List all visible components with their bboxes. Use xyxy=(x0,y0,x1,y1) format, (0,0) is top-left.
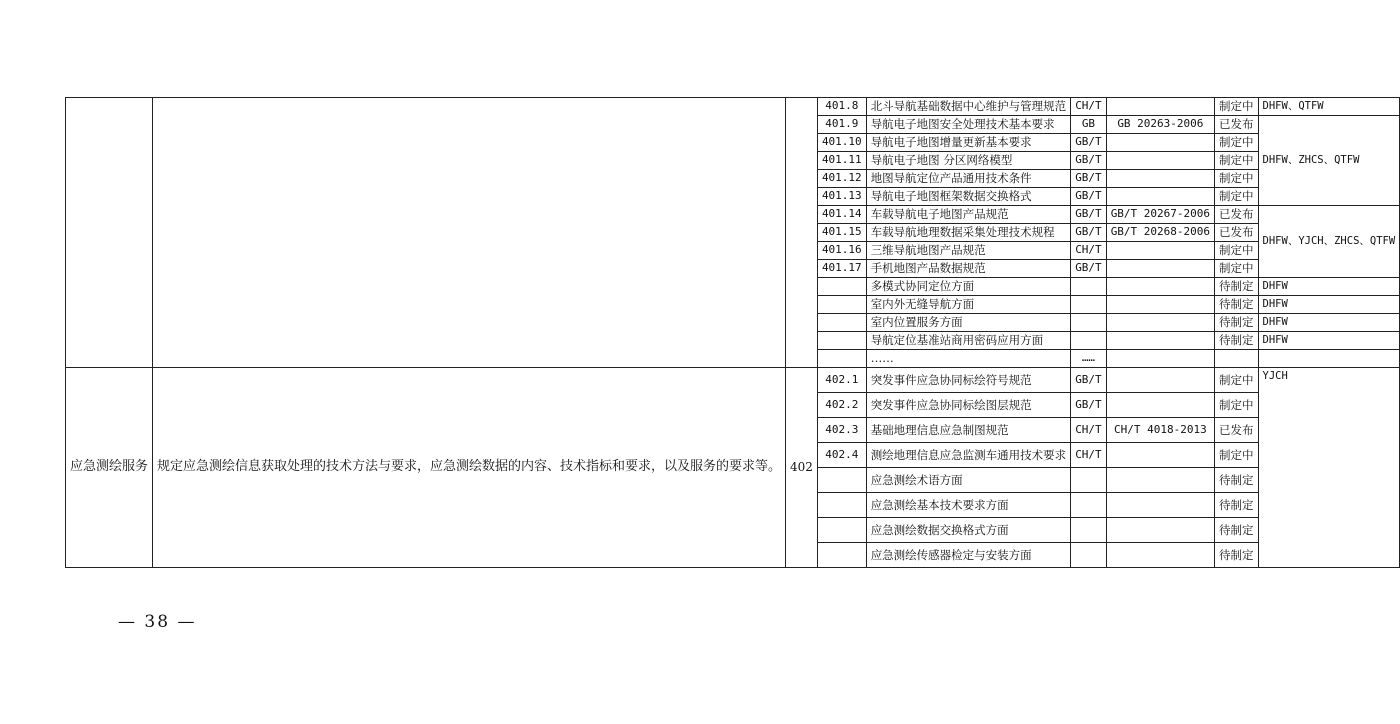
standard-name: 室内位置服务方面 xyxy=(866,314,1071,332)
group-code-cell: 402 xyxy=(786,368,818,568)
service-tags: DHFW xyxy=(1258,332,1400,350)
standard-name: 导航电子地图 分区网络模型 xyxy=(866,152,1071,170)
standard-number xyxy=(1106,98,1214,116)
standard-code xyxy=(817,296,866,314)
standard-number xyxy=(1106,134,1214,152)
standard-type xyxy=(1071,296,1107,314)
standard-status: 制定中 xyxy=(1215,152,1259,170)
standard-status: 已发布 xyxy=(1215,224,1259,242)
standard-number: GB 20263-2006 xyxy=(1106,116,1214,134)
standard-name: 多模式协同定位方面 xyxy=(866,278,1071,296)
page-number: — 38 — xyxy=(118,612,197,632)
standard-type: GB/T xyxy=(1071,260,1107,278)
standard-code: 401.12 xyxy=(817,170,866,188)
standard-code: 401.13 xyxy=(817,188,866,206)
service-tags: DHFW、QTFW xyxy=(1258,98,1400,116)
standard-number: GB/T 20267-2006 xyxy=(1106,206,1214,224)
standard-code: 401.10 xyxy=(817,134,866,152)
standard-name: 测绘地理信息应急监测车通用技术要求 xyxy=(866,443,1071,468)
standard-code xyxy=(817,543,866,568)
standard-type: CH/T xyxy=(1071,443,1107,468)
standard-status: 待制定 xyxy=(1215,543,1259,568)
standard-name: 应急测绘数据交换格式方面 xyxy=(866,518,1071,543)
standard-status: 制定中 xyxy=(1215,170,1259,188)
standard-number xyxy=(1106,368,1214,393)
standard-code xyxy=(817,518,866,543)
standard-type xyxy=(1071,278,1107,296)
standard-name: 导航电子地图安全处理技术基本要求 xyxy=(866,116,1071,134)
standard-number: CH/T 4018-2013 xyxy=(1106,418,1214,443)
standard-status: 制定中 xyxy=(1215,134,1259,152)
standard-status: 制定中 xyxy=(1215,98,1259,116)
standard-status: 待制定 xyxy=(1215,468,1259,493)
standard-code: 402.2 xyxy=(817,393,866,418)
standard-code: 401.15 xyxy=(817,224,866,242)
standard-number xyxy=(1106,152,1214,170)
standard-code: 402.1 xyxy=(817,368,866,393)
standard-code: 401.9 xyxy=(817,116,866,134)
standard-type xyxy=(1071,314,1107,332)
description-cell: 规定应急测绘信息获取处理的技术方法与要求，应急测绘数据的内容、技术指标和要求，以及服务的要求等。 xyxy=(153,368,786,568)
standard-name: 三维导航地图产品规范 xyxy=(866,242,1071,260)
standard-type: GB/T xyxy=(1071,134,1107,152)
standard-number xyxy=(1106,443,1214,468)
standard-code: 401.17 xyxy=(817,260,866,278)
standard-status: 制定中 xyxy=(1215,242,1259,260)
standard-name: 应急测绘传感器检定与安装方面 xyxy=(866,543,1071,568)
standard-status: 待制定 xyxy=(1215,332,1259,350)
standard-name: 导航电子地图框架数据交换格式 xyxy=(866,188,1071,206)
standard-type: CH/T xyxy=(1071,418,1107,443)
standard-number xyxy=(1106,518,1214,543)
standard-number xyxy=(1106,314,1214,332)
standard-number xyxy=(1106,468,1214,493)
standard-type: GB xyxy=(1071,116,1107,134)
standard-code xyxy=(817,278,866,296)
standard-status: 制定中 xyxy=(1215,368,1259,393)
standard-name: 车载导航地理数据采集处理技术规程 xyxy=(866,224,1071,242)
standard-type xyxy=(1071,468,1107,493)
standard-code xyxy=(817,314,866,332)
standard-name: 室内外无缝导航方面 xyxy=(866,296,1071,314)
standard-name: 手机地图产品数据规范 xyxy=(866,260,1071,278)
service-tags: DHFW、YJCH、ZHCS、QTFW xyxy=(1258,206,1400,278)
standard-status: 待制定 xyxy=(1215,278,1259,296)
standard-number xyxy=(1106,350,1214,368)
standard-status: 待制定 xyxy=(1215,314,1259,332)
category-cell: 应急测绘服务 xyxy=(66,368,153,568)
standard-name: 突发事件应急协同标绘图层规范 xyxy=(866,393,1071,418)
standard-type xyxy=(1071,493,1107,518)
standard-status: 待制定 xyxy=(1215,296,1259,314)
standard-status: 待制定 xyxy=(1215,518,1259,543)
standard-code: 401.14 xyxy=(817,206,866,224)
group-code-cell-empty xyxy=(786,98,818,368)
standard-code: 402.4 xyxy=(817,443,866,468)
standard-number xyxy=(1106,188,1214,206)
service-tags: DHFW xyxy=(1258,278,1400,296)
standard-type: …… xyxy=(1071,350,1107,368)
standard-code xyxy=(817,350,866,368)
standard-name: 应急测绘术语方面 xyxy=(866,468,1071,493)
standard-number xyxy=(1106,296,1214,314)
standard-name: 导航定位基准站商用密码应用方面 xyxy=(866,332,1071,350)
standard-type: GB/T xyxy=(1071,188,1107,206)
standard-number xyxy=(1106,170,1214,188)
standard-code: 401.8 xyxy=(817,98,866,116)
category-cell-empty xyxy=(66,98,153,368)
standard-name: 北斗导航基础数据中心维护与管理规范 xyxy=(866,98,1071,116)
standard-name: 地图导航定位产品通用技术条件 xyxy=(866,170,1071,188)
standard-name: 基础地理信息应急制图规范 xyxy=(866,418,1071,443)
standard-status: 待制定 xyxy=(1215,493,1259,518)
service-tags: DHFW、ZHCS、QTFW xyxy=(1258,116,1400,206)
standard-type: GB/T xyxy=(1071,224,1107,242)
standard-type: GB/T xyxy=(1071,368,1107,393)
table-row xyxy=(66,368,1400,393)
standard-name: 突发事件应急协同标绘符号规范 xyxy=(866,368,1071,393)
standard-status: 已发布 xyxy=(1215,206,1259,224)
standard-status: 制定中 xyxy=(1215,443,1259,468)
standard-number xyxy=(1106,260,1214,278)
standard-name: …… xyxy=(866,350,1071,368)
standard-type: GB/T xyxy=(1071,170,1107,188)
standard-number xyxy=(1106,332,1214,350)
service-tags: DHFW xyxy=(1258,314,1400,332)
service-tags: YJCH xyxy=(1258,368,1400,568)
service-tags-empty xyxy=(1258,350,1400,368)
standard-number: GB/T 20268-2006 xyxy=(1106,224,1214,242)
standard-type: CH/T xyxy=(1071,98,1107,116)
standard-code xyxy=(817,468,866,493)
standard-status: 已发布 xyxy=(1215,418,1259,443)
standard-name: 车载导航电子地图产品规范 xyxy=(866,206,1071,224)
standard-type: GB/T xyxy=(1071,206,1107,224)
standard-type: CH/T xyxy=(1071,242,1107,260)
standard-status: 制定中 xyxy=(1215,188,1259,206)
standard-code: 402.3 xyxy=(817,418,866,443)
standard-type xyxy=(1071,332,1107,350)
standards-table xyxy=(65,97,1400,568)
standard-type: GB/T xyxy=(1071,152,1107,170)
standard-status: 制定中 xyxy=(1215,260,1259,278)
standard-code xyxy=(817,332,866,350)
standard-type xyxy=(1071,543,1107,568)
table-row xyxy=(66,98,1400,116)
standard-name: 应急测绘基本技术要求方面 xyxy=(866,493,1071,518)
standard-number xyxy=(1106,493,1214,518)
standard-number xyxy=(1106,242,1214,260)
standard-status xyxy=(1215,350,1259,368)
standard-type: GB/T xyxy=(1071,393,1107,418)
service-tags: DHFW xyxy=(1258,296,1400,314)
standard-code xyxy=(817,493,866,518)
standard-number xyxy=(1106,543,1214,568)
standard-code: 401.16 xyxy=(817,242,866,260)
standard-status: 已发布 xyxy=(1215,116,1259,134)
description-cell-empty xyxy=(153,98,786,368)
standard-type xyxy=(1071,518,1107,543)
standard-name: 导航电子地图增量更新基本要求 xyxy=(866,134,1071,152)
standard-number xyxy=(1106,393,1214,418)
standard-status: 制定中 xyxy=(1215,393,1259,418)
standard-code: 401.11 xyxy=(817,152,866,170)
standard-number xyxy=(1106,278,1214,296)
